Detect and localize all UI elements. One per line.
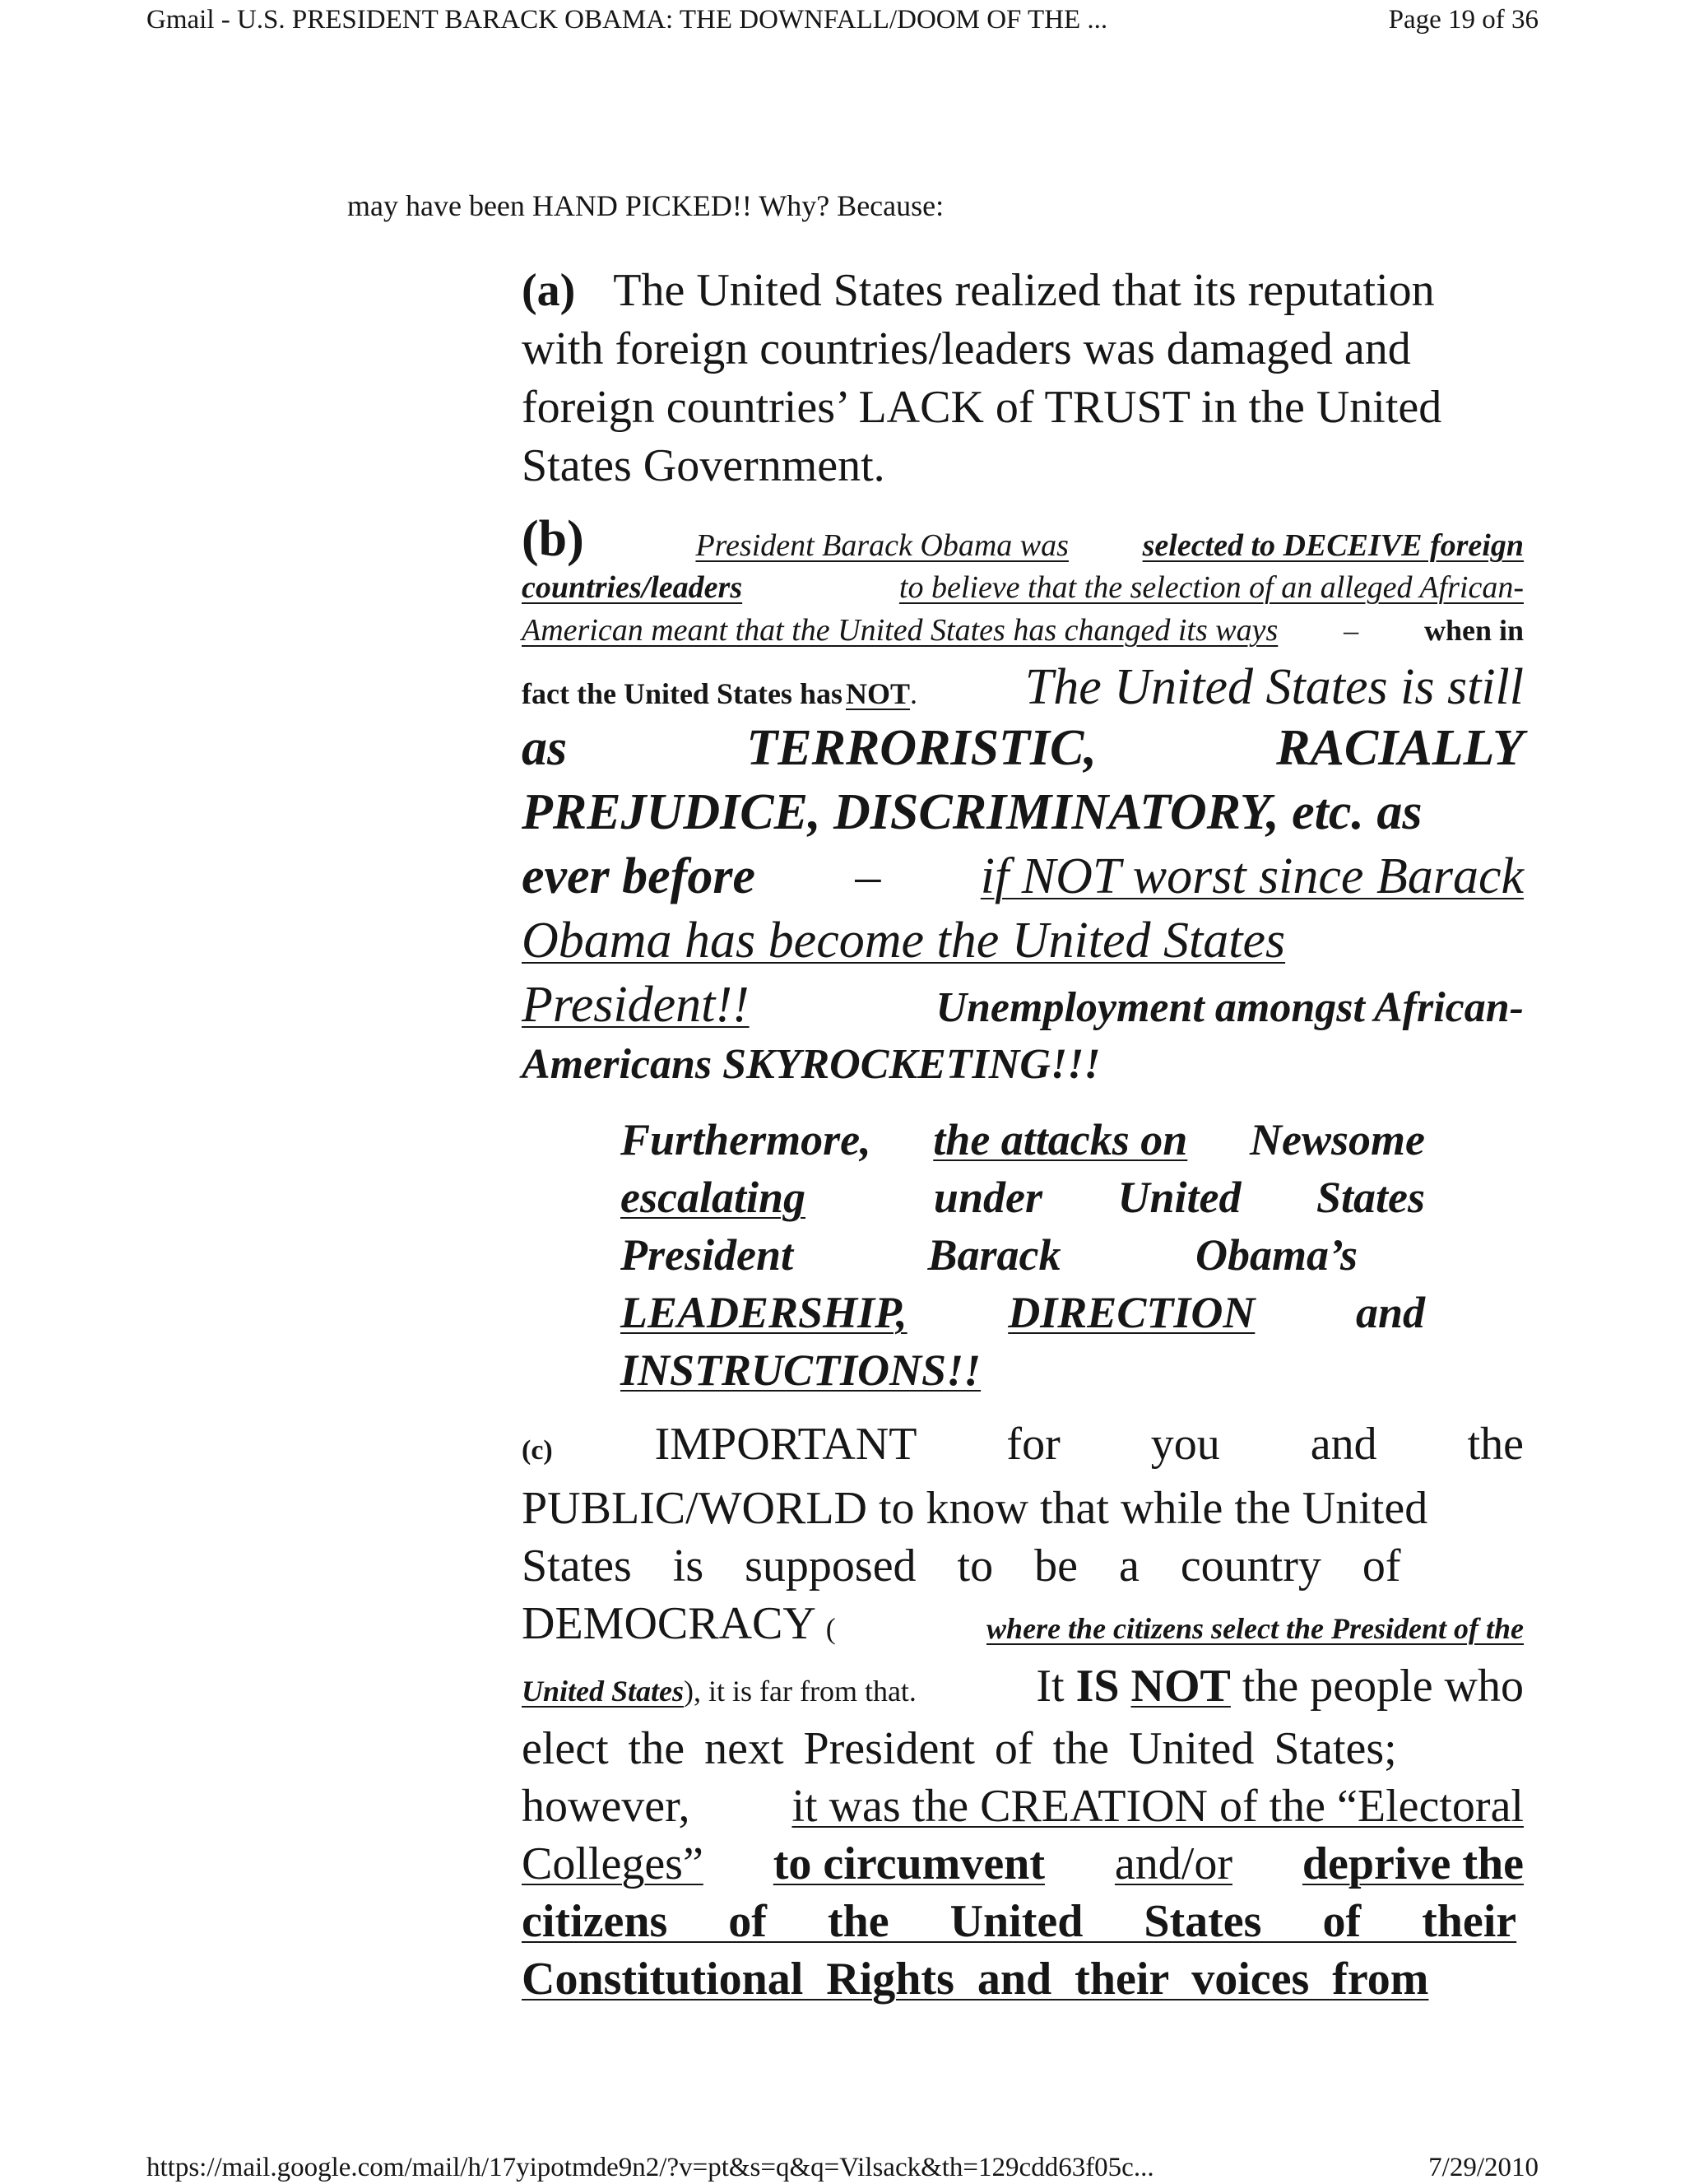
para-b-line-2 <box>522 569 1524 612</box>
para-b-text: President Barack Obama was <box>695 528 1069 563</box>
paragraph-a <box>522 262 1524 495</box>
para-c-text: and/or <box>1114 1838 1232 1889</box>
para-b-line-1 <box>522 510 1524 569</box>
para-b-line-9 <box>522 976 1524 1040</box>
para-b-text: Unemployment amongst African- <box>935 984 1524 1031</box>
para-c-label: (c) <box>522 1435 553 1466</box>
para-c-line-9 <box>522 1893 1524 1950</box>
para-a-text-4: States Government. <box>522 440 885 491</box>
para-c-text: Colleges” <box>522 1838 703 1889</box>
para-b-line-7 <box>522 848 1524 912</box>
para-b-text: PREJUDICE, DISCRIMINATORY, etc. as <box>522 784 1423 840</box>
para-c-line-1 <box>522 1415 1524 1480</box>
quote-text: Newsome <box>1250 1115 1425 1164</box>
quote-text: LEADERSHIP, <box>620 1288 907 1337</box>
para-a-text-1: The United States realized that its reputation <box>613 265 1435 316</box>
quote-line-4 <box>620 1284 1425 1341</box>
para-c-line-4 <box>522 1595 1524 1657</box>
para-b-text: when in <box>1423 614 1524 647</box>
intro-line: may have been HAND PICKED!! Why? Because: <box>347 189 945 222</box>
para-c-line-3 <box>522 1537 1524 1595</box>
para-b-line-8 <box>522 912 1524 976</box>
para-b-text: as <box>522 720 568 776</box>
para-b-text: countries/leaders <box>522 570 743 605</box>
para-c-line-8 <box>522 1835 1524 1893</box>
para-c-text: United States <box>522 1675 685 1708</box>
para-b-text: Obama has become the United States <box>522 913 1286 969</box>
para-c-text: the people who <box>1242 1661 1524 1712</box>
para-b-text: selected to DECEIVE foreign <box>1142 528 1524 563</box>
quote-text: the attacks on <box>933 1115 1188 1164</box>
header-title: Gmail - U.S. PRESIDENT BARACK OBAMA: THE DOWNFALL/DOOM OF THE ... <box>146 5 1108 35</box>
para-b-line-6 <box>522 783 1524 848</box>
para-a-line-1 <box>522 262 1524 320</box>
para-a-line-4 <box>522 437 1524 495</box>
para-b-line-3 <box>522 612 1524 658</box>
para-b-text: ever before <box>522 848 755 904</box>
para-b-period: . <box>910 677 917 710</box>
para-c-text: DEMOCRACY <box>522 1598 815 1649</box>
para-c-paren: ( <box>825 1612 836 1645</box>
para-b-text: President!! <box>522 977 750 1033</box>
para-b-text: American meant that the United States has changed its ways <box>522 613 1279 648</box>
para-b-text: if NOT worst since Barack <box>980 848 1524 904</box>
para-a-text-3: foreign countries’ LACK of TRUST in the United <box>522 382 1442 433</box>
quote-text: INSTRUCTIONS!! <box>620 1345 982 1395</box>
para-a-line-2 <box>522 320 1524 379</box>
para-b-text: RACIALLY <box>1276 720 1524 776</box>
para-c-line-10 <box>522 1950 1524 2008</box>
page-header <box>146 3 1539 36</box>
para-b-line-5 <box>522 719 1524 783</box>
para-c-text: It <box>1036 1661 1065 1712</box>
quote-text: escalating <box>620 1173 805 1222</box>
para-c-text: States is supposed to be a country of <box>522 1540 1401 1592</box>
para-c-text: Constitutional Rights and their voices from <box>522 1954 1429 2005</box>
para-b-line-4 <box>522 658 1524 719</box>
para-c-text: deprive the <box>1302 1838 1524 1889</box>
para-c-text: IS <box>1075 1661 1120 1712</box>
para-b-text: to believe that the selection of an alleged African- <box>898 570 1524 605</box>
para-c-text: elect the next President of the United States; <box>522 1723 1397 1774</box>
para-c-text: where the citizens select the President of the <box>986 1612 1524 1645</box>
quote-line-2 <box>620 1169 1425 1226</box>
footer-date: 7/29/2010 <box>1428 2153 1539 2182</box>
paragraph-b <box>522 510 1524 1104</box>
para-c-line-7 <box>522 1777 1524 1835</box>
page-footer <box>146 2151 1539 2184</box>
footer-url: https://mail.google.com/mail/h/17yipotmde9n2/?v=pt&s=q&q=Vilsack&th=129cdd63f05c... <box>146 2153 1154 2182</box>
quote-text: Furthermore, <box>620 1115 871 1164</box>
quote-line-1 <box>620 1111 1425 1169</box>
para-c-text: to circumvent <box>773 1838 1045 1889</box>
quote-text: under United States <box>933 1173 1425 1222</box>
para-b-line-10 <box>522 1040 1524 1104</box>
para-c-line-5 <box>522 1657 1524 1720</box>
para-b-text: fact the United States has <box>522 677 842 710</box>
quote-text: and <box>1355 1288 1425 1337</box>
header-page-number: Page 19 of 36 <box>1388 5 1539 35</box>
para-a-text-2: with foreign countries/leaders was damaged and <box>522 323 1411 374</box>
para-c-text: IMPORTANT for you and the <box>654 1419 1524 1470</box>
para-c-text: PUBLIC/WORLD to know that while the United <box>522 1483 1428 1534</box>
para-c-line-2 <box>522 1480 1524 1537</box>
indented-quote <box>620 1111 1425 1399</box>
para-b-dash: – <box>855 848 881 904</box>
para-a-label: (a) <box>522 265 576 316</box>
para-c-text-not: NOT <box>1130 1661 1231 1712</box>
para-c-text: citizens of the United States of their <box>522 1896 1517 1947</box>
quote-text: President Barack Obama’s <box>620 1230 1358 1280</box>
para-c-line-6 <box>522 1720 1524 1777</box>
para-b-dash: – <box>1344 614 1359 647</box>
para-c-text: however, <box>522 1781 690 1832</box>
para-b-text-not: NOT <box>845 677 910 710</box>
para-b-text: The United States is still <box>1024 659 1524 715</box>
para-c-text: it was the CREATION of the “Electoral <box>791 1781 1524 1832</box>
para-b-text: TERRORISTIC, <box>746 720 1097 776</box>
paragraph-c <box>522 1415 1524 2008</box>
quote-text: DIRECTION <box>1008 1288 1256 1337</box>
para-a-line-3 <box>522 379 1524 437</box>
quote-line-5 <box>620 1341 1425 1399</box>
para-b-text: Americans SKYROCKETING!!! <box>522 1041 1101 1088</box>
para-b-label: (b) <box>522 511 584 567</box>
quote-line-3 <box>620 1226 1425 1284</box>
para-c-text: ), it is far from that. <box>684 1675 917 1708</box>
